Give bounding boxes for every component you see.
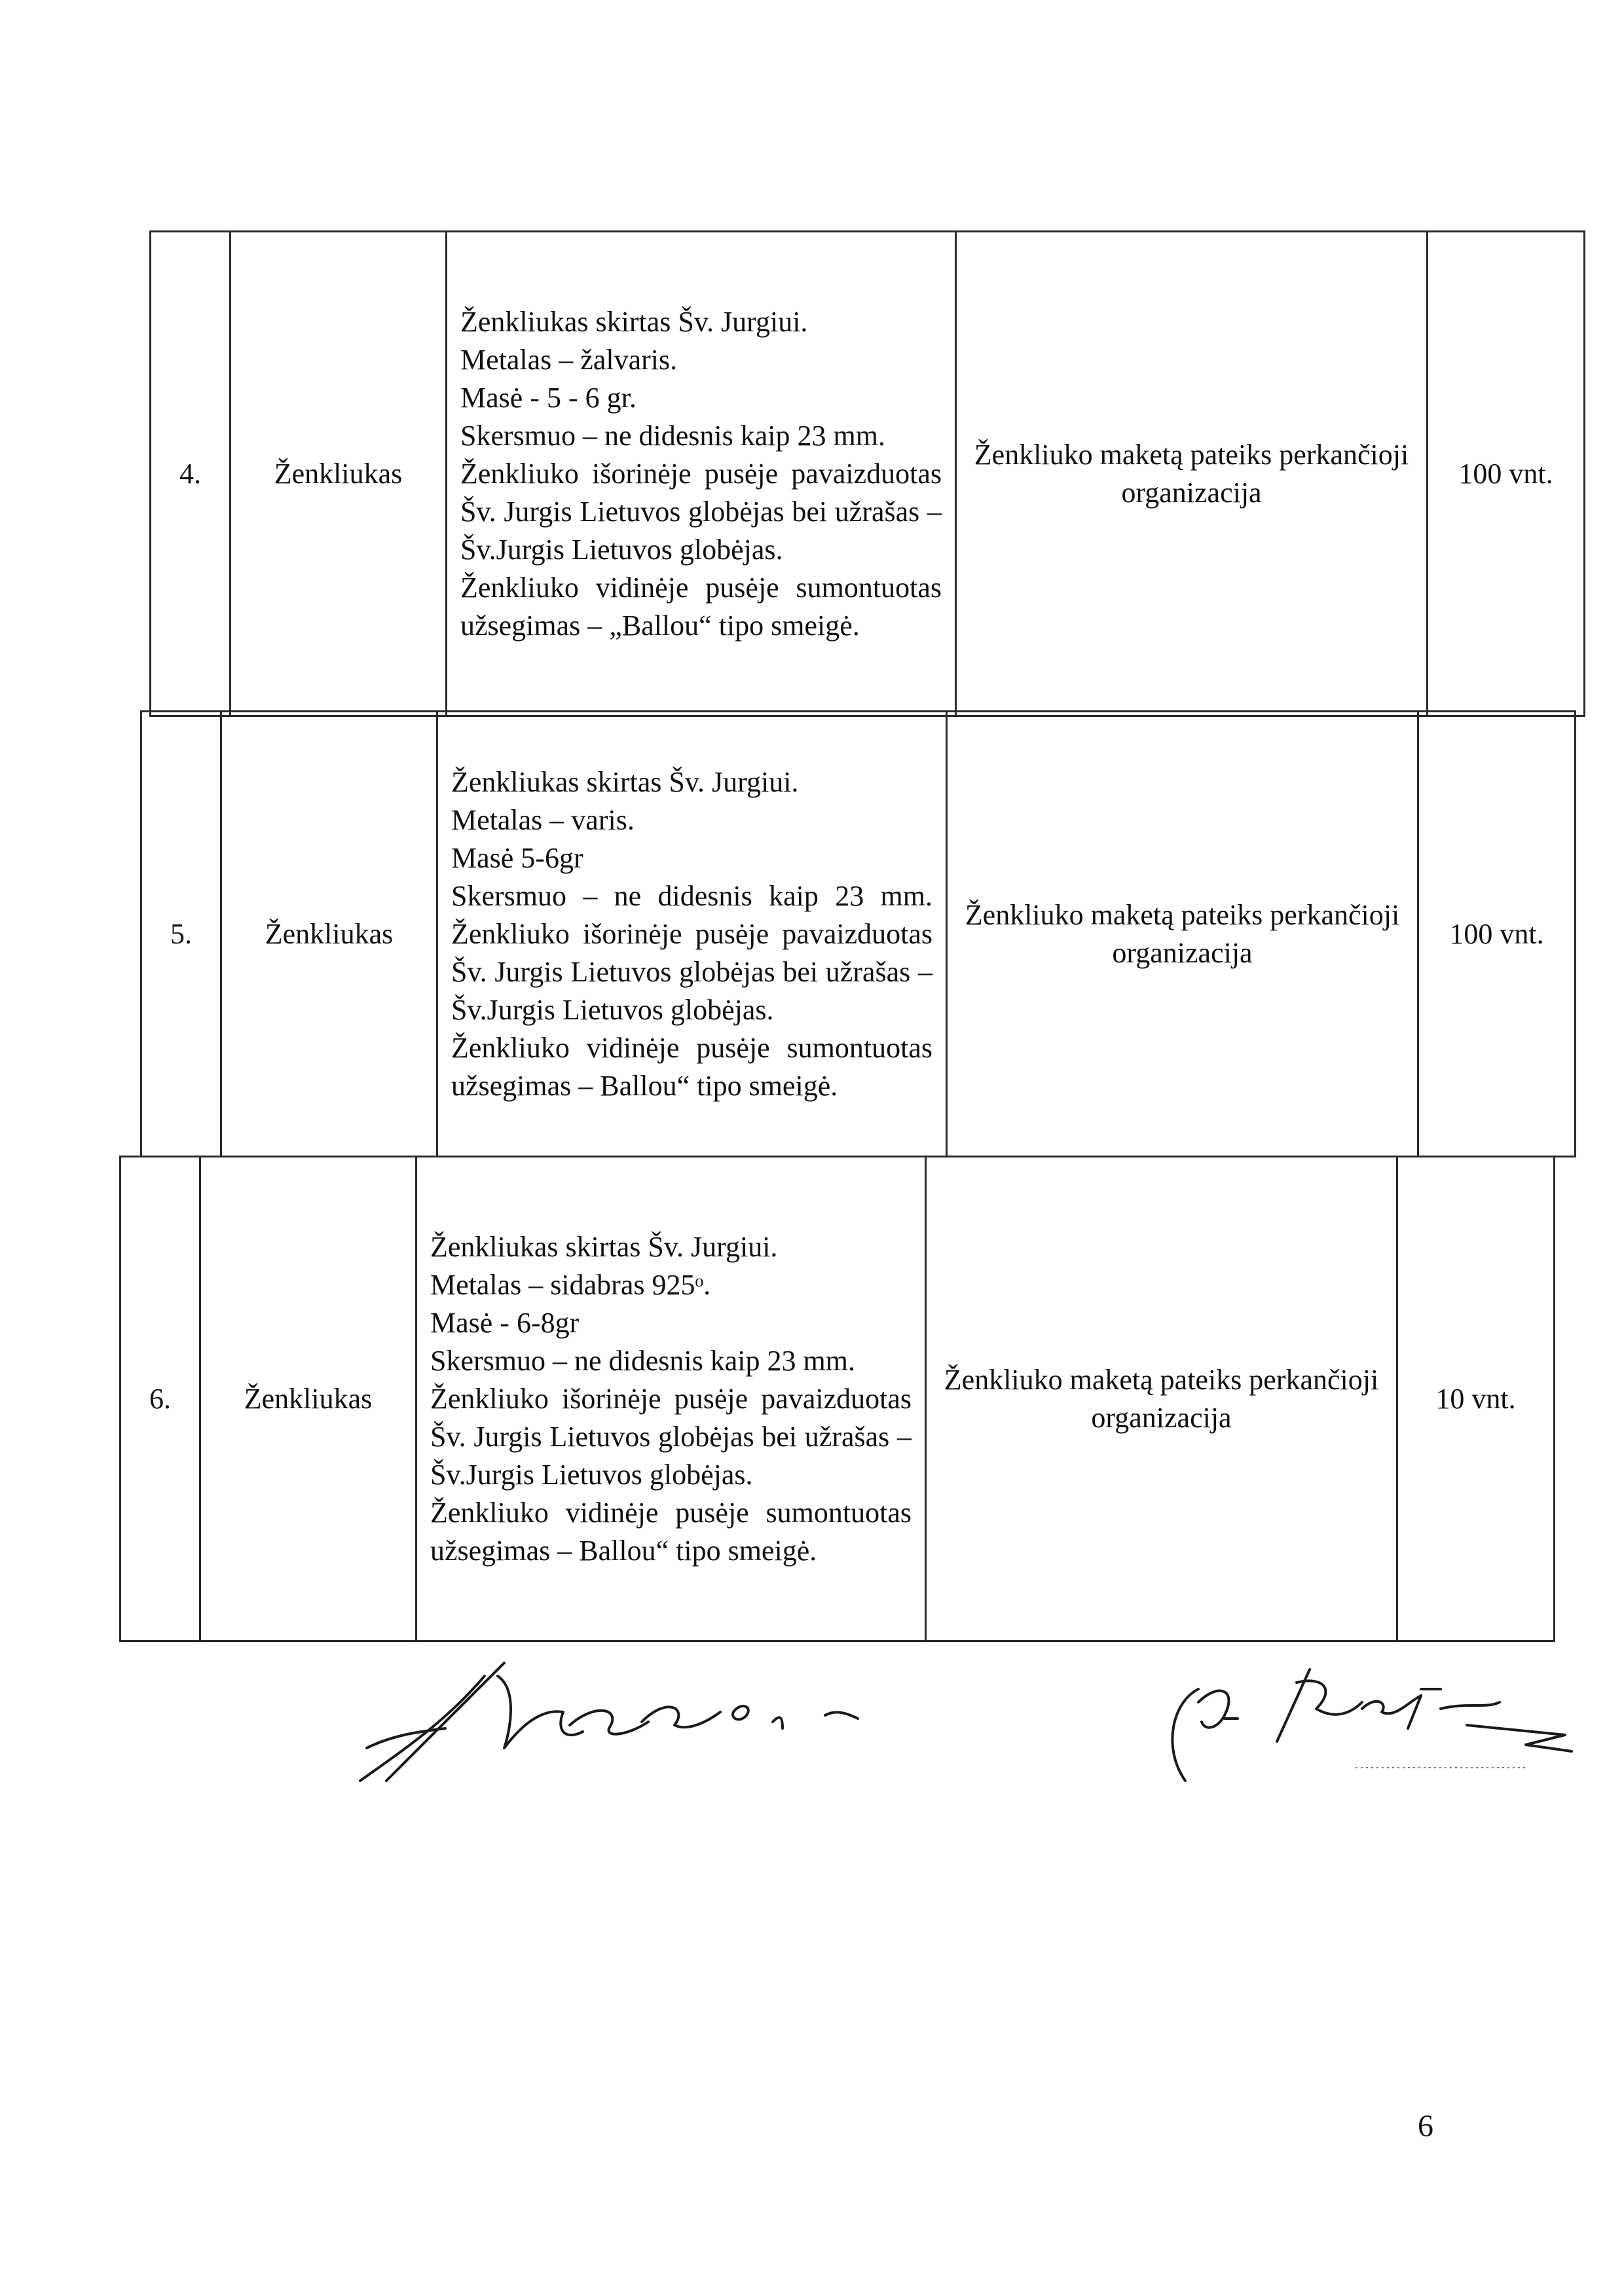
description-line: Skersmuo – ne didesnis kaip 23 mm. [460,419,885,452]
description-line: Skersmuo – ne didesnis kaip 23 mm. [430,1344,855,1377]
item-description [437,712,947,1157]
signature-left [347,1650,884,1787]
item-note: Ženkliuko maketą pateiks perkančioji organizacija [956,232,1428,716]
table-row [119,1156,1555,1642]
item-quantity: 10 vnt. [1397,1157,1555,1641]
item-note: Ženkliuko maketą pateiks perkančioji organizacija [926,1157,1397,1641]
item-description [416,1157,926,1641]
description-line: Masė - 5 - 6 gr. [460,381,637,414]
description-line: Ženkliuko išorinėje pusėje pavaizduotas Šv. Jurgis Lietuvos globėjas bei užrašas – Šv.Jurgis Lietuvos globėjas. [460,457,942,566]
item-quantity: 100 vnt. [1418,712,1576,1157]
item-quantity: 100 vnt. [1428,232,1585,716]
row-number: 5. [141,712,221,1157]
description-line: Ženkliuko išorinėje pusėje pavaizduotas Šv. Jurgis Lietuvos globėjas bei užrašas – Šv.Jurgis Lietuvos globėjas. [430,1382,912,1491]
item-name: Ženkliukas [231,232,447,716]
description-line: Ženkliukas skirtas Šv. Jurgiui. [430,1230,778,1263]
description-line: Ženkliukas skirtas Šv. Jurgiui. [451,765,799,798]
table-row [140,710,1576,1157]
description-line: Ženkliuko vidinėje pusėje sumontuotas užsegimas – „Ballou“ tipo smeigė. [460,571,942,642]
description-line: Metalas – žalvaris. [460,343,678,376]
signature-right [1159,1663,1578,1794]
description-line: Skersmuo – ne didesnis kaip 23 mm. Ženkliuko išorinėje pusėje pavaizduotas Šv. Jurgis Lietuvos globėjas bei užrašas – Šv.Jurgis Lietuvos globėjas. [451,879,932,1026]
page-number: 6 [1418,2109,1433,2143]
item-description [447,232,956,716]
description-line: Masė - 6-8gr [430,1306,580,1339]
item-name: Ženkliukas [200,1157,416,1641]
description-line: Masė 5-6gr [451,841,583,874]
row-number: 4. [151,232,231,716]
description-line: Ženkliuko vidinėje pusėje sumontuotas užsegimas – Ballou“ tipo smeigė. [451,1031,932,1102]
description-line: Metalas – varis. [451,803,635,836]
table-row [149,230,1585,717]
item-note: Ženkliuko maketą pateiks perkančioji organizacija [947,712,1418,1157]
description-line: Metalas – sidabras 925ᵒ. [430,1268,711,1301]
row-number: 6. [120,1157,200,1641]
item-name: Ženkliukas [221,712,437,1157]
description-line: Ženkliukas skirtas Šv. Jurgiui. [460,305,808,338]
description-line: Ženkliuko vidinėje pusėje sumontuotas užsegimas – Ballou“ tipo smeigė. [430,1496,912,1567]
